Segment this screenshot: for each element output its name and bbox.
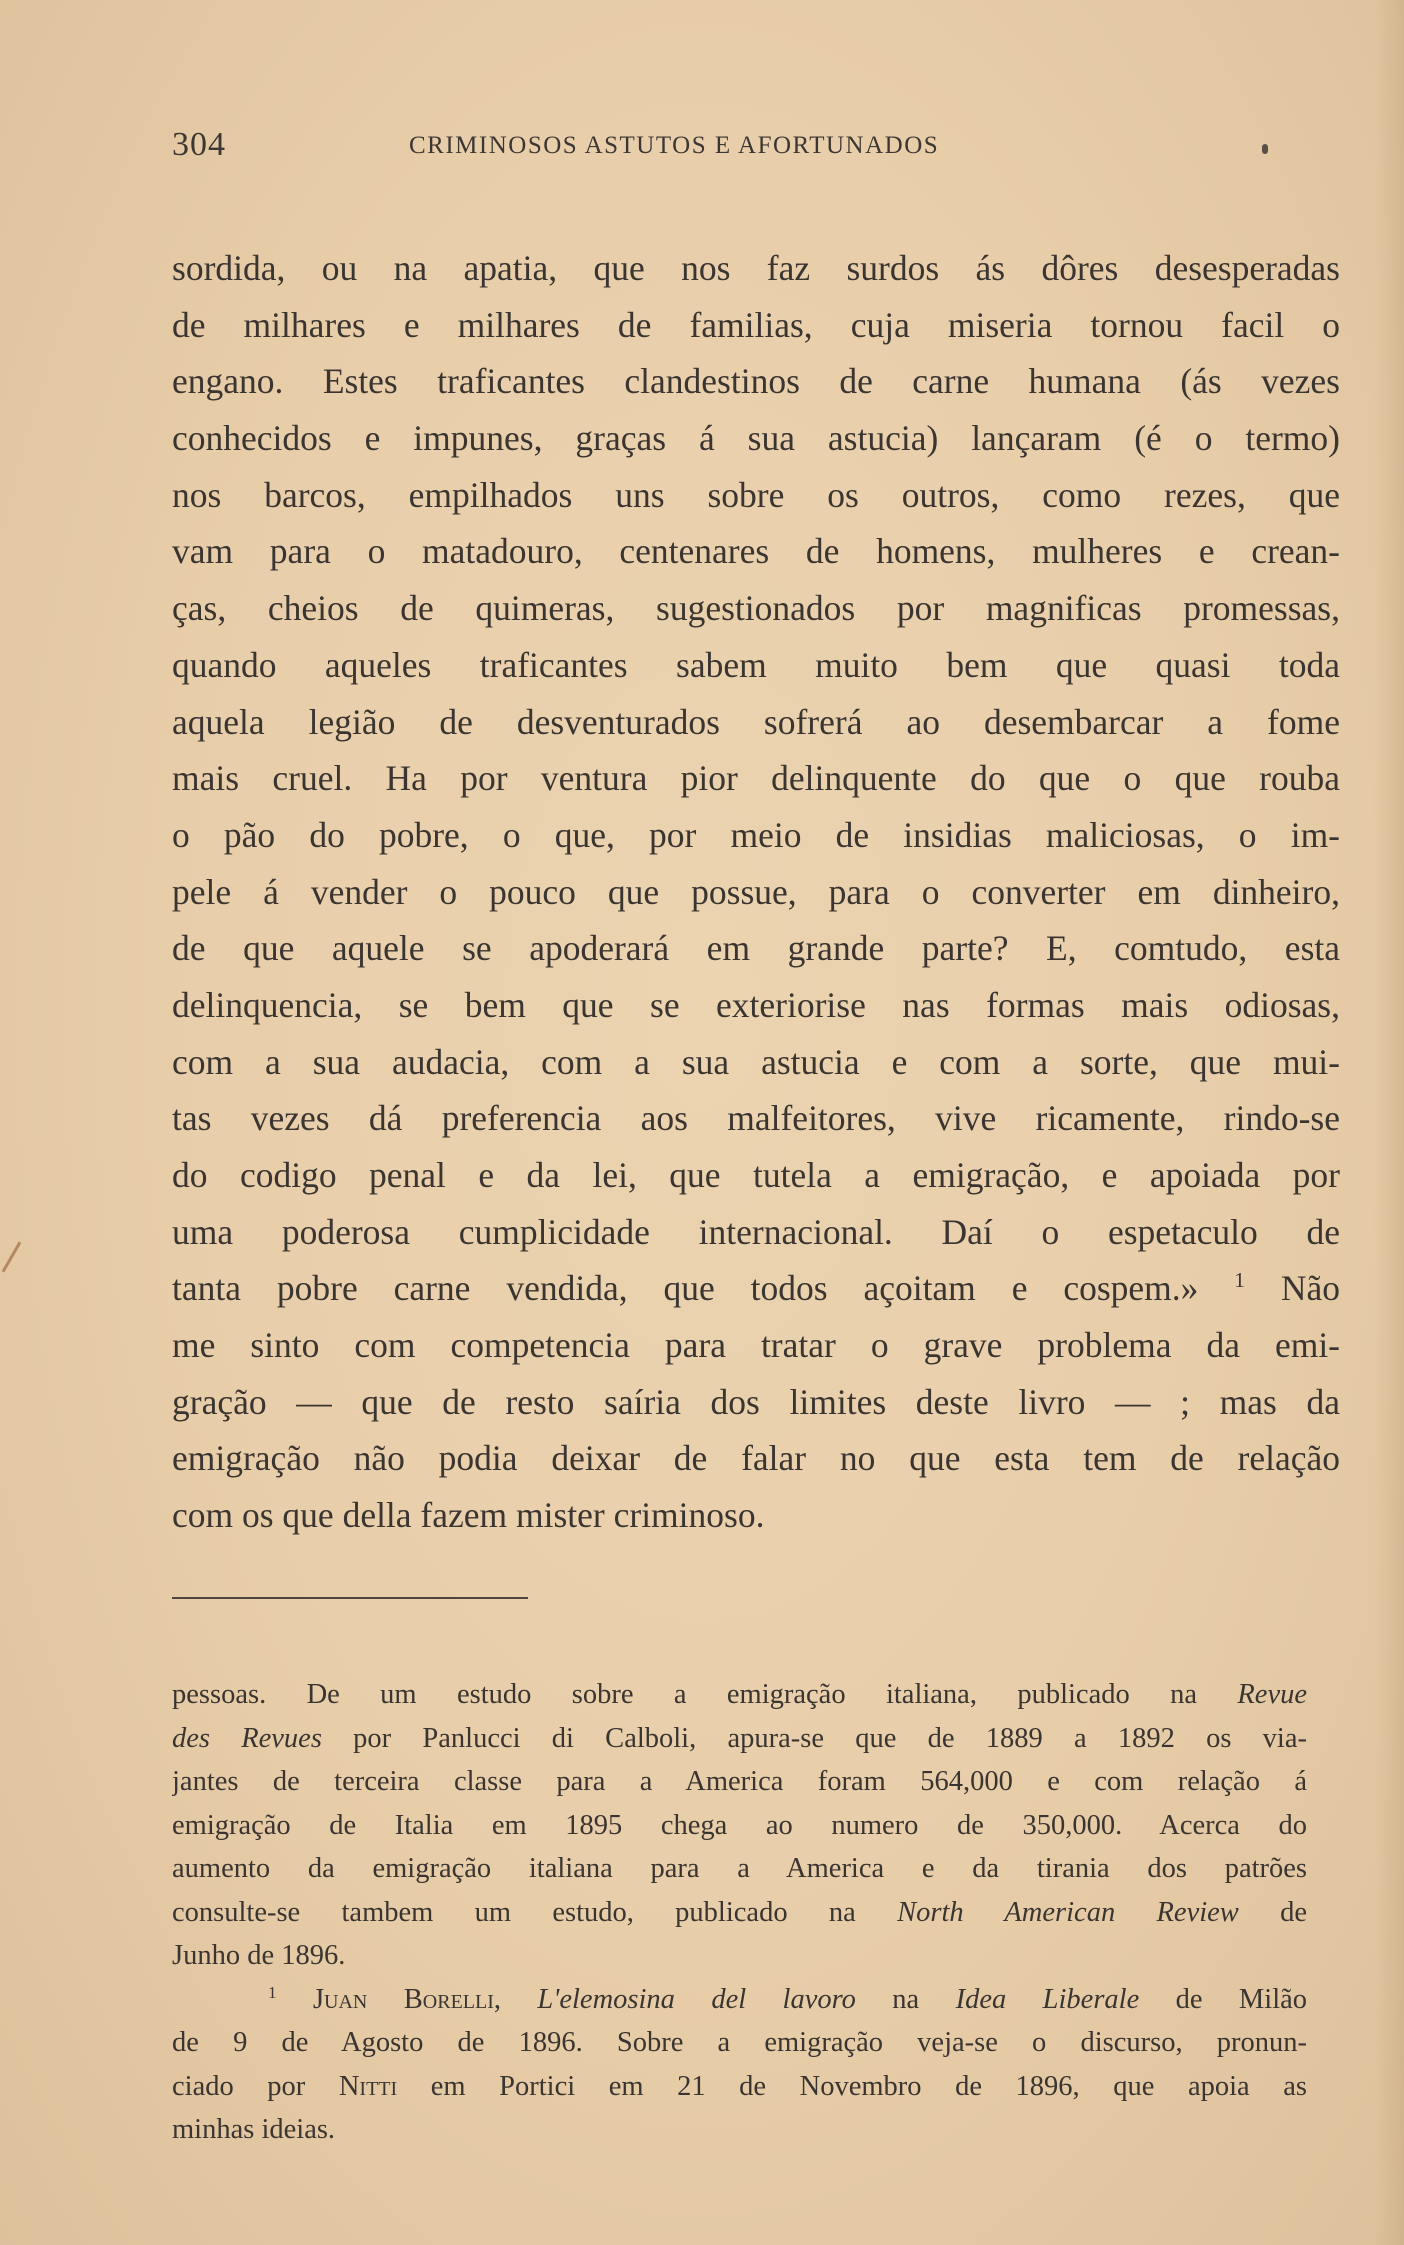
body-line: de milhares e milhares de familias, cuja miseria tornou facil o [172,304,1340,345]
publication-title: North American Review [897,1896,1239,1928]
body-line: delinquencia, se bem que se exteriorise nas formas mais odiosas, [172,984,1340,1025]
footnote-text: , [493,1983,538,2015]
footnote-line: jantes de terceira classe para a America foram 564,000 e com relação á [172,1766,1307,1797]
author-name: Juan Borelli [312,1983,494,2015]
publication-title: Revue [1237,1679,1307,1710]
footnote-text: ciado por [172,2070,339,2102]
footnote-1-line [172,2065,1307,2109]
body-line: pele á vender o pouco que possue, para o converter em dinheiro, [172,871,1340,912]
body-line: nos barcos, empilhados uns sobre os outros, como rezes, que [172,474,1340,515]
body-line: sordida, ou na apatia, que nos faz surdos ás dôres desesperadas [172,248,1340,288]
body-line: aquela legião de desventurados sofrerá ao desembarcar a fome [172,701,1340,742]
footnote-text: por Panlucci di Calboli, apura-se que de 1889 a 1892 os via- [321,1722,1307,1754]
body-line: quando aqueles traficantes sabem muito bem que quasi toda [172,644,1340,685]
margin-pencil-mark [2,1242,22,1273]
page-header [172,126,1292,170]
body-line: o pão do pobre, o que, por meio de insidias maliciosas, o im- [172,814,1340,855]
footnote-marker: 1 [268,1982,277,2002]
body-line: tas vezes dá preferencia aos malfeitores, vive ricamente, rindo-se [172,1098,1340,1139]
body-line: com os que della fazem mister criminoso. [172,1495,765,1536]
footnote-1-line: minhas ideias. [172,2114,336,2145]
body-line: conhecidos e impunes, graças á sua astucia) lançaram (é o termo) [172,418,1340,459]
body-line: me sinto com competencia para tratar o grave problema da emi- [172,1325,1340,1366]
footnote-separator [172,1597,528,1599]
page-number: 304 [172,126,226,163]
publication-title: des Revues [172,1722,322,1754]
person-name: Nitti [338,2070,398,2102]
body-text-segment: Não [1244,1268,1340,1309]
body-text-segment: tanta pobre carne vendida, que todos açoitam e cospem.» [172,1268,1235,1309]
footnotes [172,1673,1307,2152]
body-line: vam para o matadouro, centenares de homens, mulheres e crean- [172,531,1340,572]
body-line: de que aquele se apoderará em grande parte? E, comtudo, esta [172,928,1340,969]
body-line: do codigo penal e da lei, que tutela a emigração, e apoiada por [172,1155,1340,1195]
page-edge-shadow [1374,0,1404,2245]
footnote-text: em Portici em 21 de Novembro de 1896, que apoia as [397,2070,1307,2102]
footnote-line [172,1673,1307,1717]
footnote-line [172,1717,1307,1761]
footnote-1-line [172,1978,1307,2022]
body-line: emigração não podia deixar de falar no que esta tem de relação [172,1438,1340,1479]
body-line: mais cruel. Ha por ventura pior delinquente do que o que rouba [172,758,1340,799]
footnote-line: Junho de 1896. [172,1940,346,1971]
footnote-text: pessoas. De um estudo sobre a emigração italiana, publicado na [172,1679,1238,1710]
body-line-with-footnote-ref [172,1260,1340,1317]
ink-speck [1262,144,1268,154]
footnote-text: de Milão [1139,1983,1307,2015]
body-paragraph [172,240,1340,1544]
body-line: gração — que de resto saíria dos limites deste livro — ; mas da [172,1381,1340,1422]
body-line: engano. Estes traficantes clandestinos de carne humana (ás vezes [172,361,1340,402]
footnote-1-line: de 9 de Agosto de 1896. Sobre a emigração veja-se o discurso, pronun- [172,2027,1307,2058]
footnote-text: de [1238,1896,1307,1928]
footnote-text: na [855,1983,956,2015]
body-line: ças, cheios de quimeras, sugestionados por magnificas promessas, [172,588,1340,629]
footnote-line [172,1891,1307,1935]
running-head: CRIMINOSOS ASTUTOS E AFORTUNADOS [409,132,940,159]
article-title: L'elemosina del lavoro [537,1983,856,2015]
footnote-reference[interactable]: 1 [1234,1268,1245,1293]
publication-title: Idea Liberale [955,1983,1140,2015]
body-line: com a sua audacia, com a sua astucia e com a sorte, que mui- [172,1041,1340,1082]
footnote-text: consulte-se tambem um estudo, publicado na [172,1896,898,1928]
footnote-line: aumento da emigração italiana para a America e da tirania dos patrões [172,1853,1307,1884]
body-line: uma poderosa cumplicidade internacional. Daí o espetaculo de [172,1211,1340,1252]
footnote-line: emigração de Italia em 1895 chega ao numero de 350,000. Acerca do [172,1809,1307,1841]
